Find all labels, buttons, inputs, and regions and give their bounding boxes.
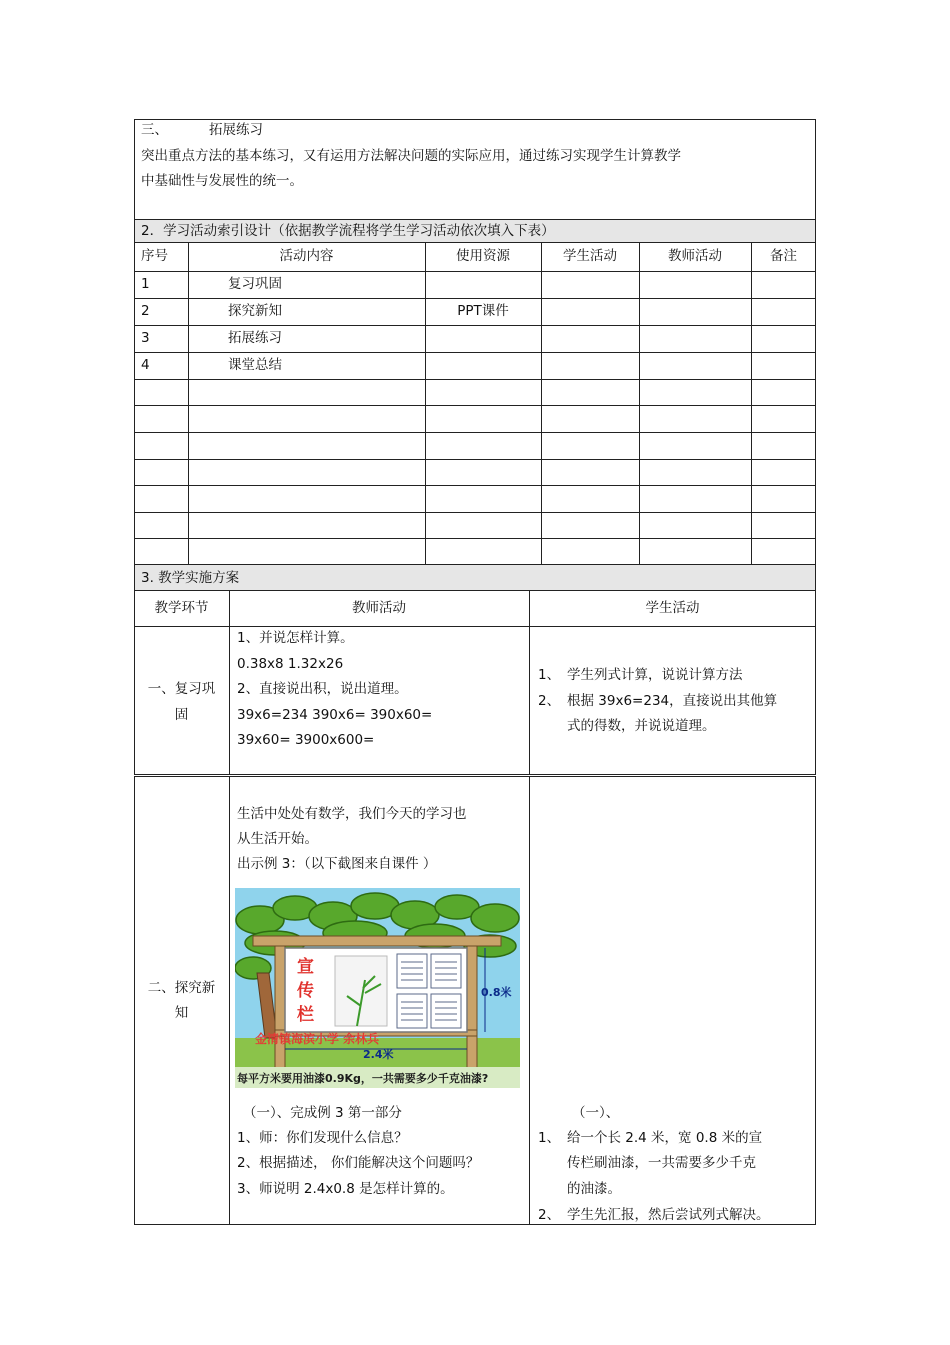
table3-header-student: 学生活动 [645,600,700,616]
table2-header-note: 备注 [770,248,797,264]
explore-teacher-part: 3、师说明 2.4x0.8 是怎样计算的。 [237,1181,454,1197]
review-student-text: 根据 39x6=234，直接说出其他算 [567,693,778,709]
table3-title: 3. 教学实施方案 [141,570,240,586]
height-label: 0.8米 [481,986,512,999]
explore-student-text: 的油漆。 [567,1181,621,1197]
school-name: 金清镇海滨小学 余林兵 [255,1032,380,1046]
explore-teacher-part: 1、师：你们发现什么信息？ [237,1130,408,1146]
table2-header-student: 学生活动 [563,248,617,264]
table2-header-teacher: 教师活动 [668,248,722,264]
table2-header-content: 活动内容 [279,248,334,264]
section3-title: 拓展练习 [209,122,263,138]
explore-student-text: 给一个长 2.4 米，宽 0.8 米的宣 [567,1130,763,1146]
question-text: 每平方米要用油漆0.9Kg，一共需要多少千克油漆? [237,1072,489,1085]
roof-beam [253,936,501,946]
review-student-text: 式的得数，并说说道理。 [567,718,716,734]
table3-header-teacher: 教师活动 [352,600,406,616]
review-teacher-line: 1、并说怎样计算。 [237,630,354,646]
explore-teacher-intro: 生活中处处有数学，我们今天的学习也 [237,806,467,822]
width-label: 2.4米 [363,1048,394,1061]
table-row-num: 2 [141,303,150,319]
courseware-screenshot [235,888,520,1088]
table-row-content: 课堂总结 [228,357,282,373]
table-row-content: 探究新知 [228,303,282,319]
right-post [467,946,477,1076]
review-teacher-line: 2、直接说出积，说出道理。 [237,681,408,697]
table-row-num: 3 [141,330,150,346]
explore-student-num: 1、 [538,1130,561,1146]
explore-stage-line2: 知 [174,1005,189,1021]
table3-header-stage: 教学环节 [154,600,209,616]
explore-teacher-intro: 出示例 3：（以下截图来自课件 ） [237,856,437,872]
table-row-resource: PPT课件 [457,303,509,319]
explore-teacher-intro: 从生活开始。 [237,831,318,847]
left-post [275,946,285,1076]
review-teacher-line: 39x6=234 390x6= 390x60= [237,707,433,723]
explore-student-text: 学生先汇报，然后尝试列式解决。 [567,1207,770,1223]
explore-teacher-part: （一）、完成例 3 第一部分 [243,1105,402,1121]
sign-char: 宣 [297,957,314,977]
table-row-content: 复习巩固 [228,276,282,292]
review-student-text: 学生列式计算，说说计算方法 [567,667,743,683]
table-row-num: 1 [141,276,150,292]
table2-header-resource: 使用资源 [456,248,510,264]
review-teacher-line: 39x60= 3900x600= [237,732,375,748]
section3-text-line1: 突出重点方法的基本练习，又有运用方法解决问题的实际应用，通过练习实现学生计算教学 [141,148,681,164]
review-student-num: 1、 [538,667,561,683]
table2-header-num: 序号 [141,248,168,264]
section3-text-line2: 中基础性与发展性的统一。 [141,173,303,189]
review-student-num: 2、 [538,693,561,709]
sign-char: 传 [297,981,314,1001]
table-row-num: 4 [141,357,150,373]
table-row-content: 拓展练习 [228,330,282,346]
explore-stage-line1: 二、探究新 [147,980,216,996]
review-stage-line2: 固 [174,707,189,723]
bulletin-board-illustration [235,888,520,1088]
review-stage-line1: 一、复习巩 [147,681,216,697]
explore-student-text: 传栏刷油漆，一共需要多少千克 [567,1155,756,1171]
table2-title: 2．学习活动索引设计（依据教学流程将学生学习活动依次填入下表） [141,223,555,239]
review-teacher-line: 0.38x8 1.32x26 [237,656,344,672]
explore-student-head: （一）、 [572,1105,620,1121]
sign-char: 栏 [297,1005,314,1025]
section3-number: 三、 [141,122,168,138]
explore-teacher-part: 2、根据描述， 你们能解决这个问题吗？ [237,1155,480,1171]
poster-frame [335,956,387,1026]
explore-student-num: 2、 [538,1207,561,1223]
